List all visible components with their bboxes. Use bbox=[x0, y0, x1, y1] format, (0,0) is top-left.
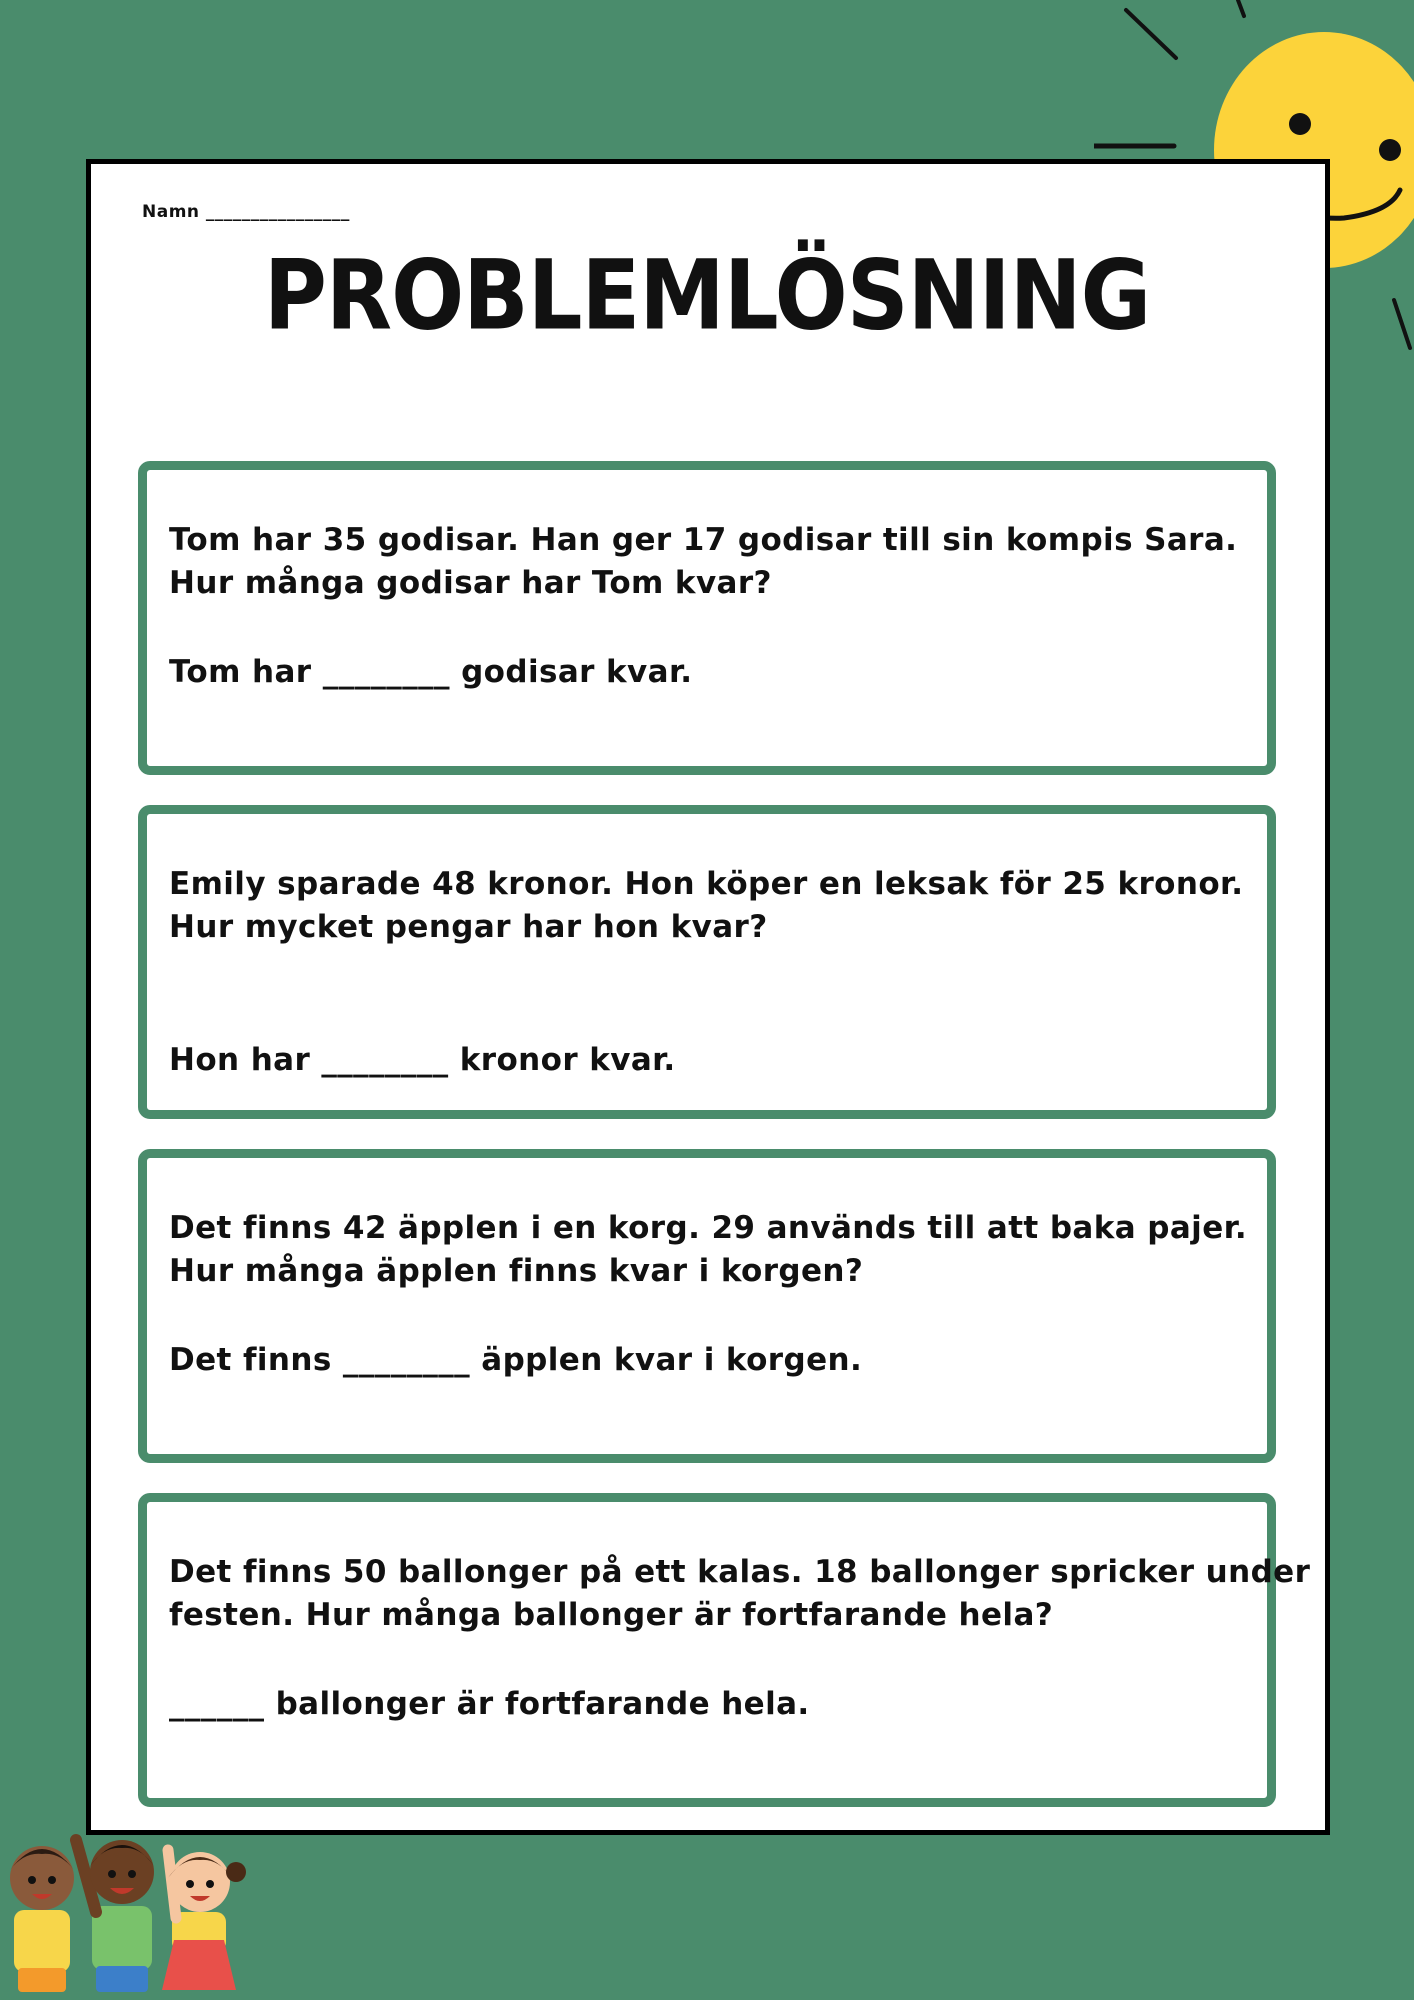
problem-2-question-line1: Emily sparade 48 kronor. Hon köper en leksak för 25 kronor. bbox=[169, 866, 1244, 902]
child-figure-3 bbox=[162, 1850, 246, 1990]
problem-4-question-line1: Det finns 50 ballonger på ett kalas. 18 ballonger spricker under bbox=[169, 1554, 1311, 1590]
problem-2-question-line2: Hur mycket pengar har hon kvar? bbox=[169, 909, 768, 945]
child-figure-1 bbox=[10, 1846, 74, 1992]
problem-box-4 bbox=[138, 1493, 1311, 1807]
problem-1-question-line1: Tom har 35 godisar. Han ger 17 godisar till sin kompis Sara. bbox=[169, 522, 1238, 558]
children-illustration bbox=[0, 1800, 280, 2000]
problem-1-question-line2: Hur många godisar har Tom kvar? bbox=[169, 565, 772, 601]
problem-3-question-line2: Hur många äpplen finns kvar i korgen? bbox=[169, 1253, 864, 1289]
problem-3-answer: Det finns ________ äpplen kvar i korgen. bbox=[169, 1342, 863, 1378]
problem-1-answer: Tom har ________ godisar kvar. bbox=[169, 654, 693, 690]
problem-box-1 bbox=[138, 461, 1276, 775]
problem-box-3 bbox=[138, 1149, 1276, 1463]
problem-box-2 bbox=[138, 805, 1276, 1119]
problem-4-answer: ______ ballonger är fortfarande hela. bbox=[169, 1686, 810, 1722]
problem-4-question-line2: festen. Hur många ballonger är fortfarande hela? bbox=[169, 1597, 1054, 1633]
page-title: PROBLEMLÖSNING bbox=[263, 240, 1151, 352]
name-field-label: Namn ________________ bbox=[142, 202, 350, 222]
problem-2-answer: Hon har ________ kronor kvar. bbox=[169, 1042, 676, 1078]
problem-3-question-line1: Det finns 42 äpplen i en korg. 29 används till att baka pajer. bbox=[169, 1210, 1248, 1246]
child-figure-2 bbox=[76, 1840, 154, 1992]
